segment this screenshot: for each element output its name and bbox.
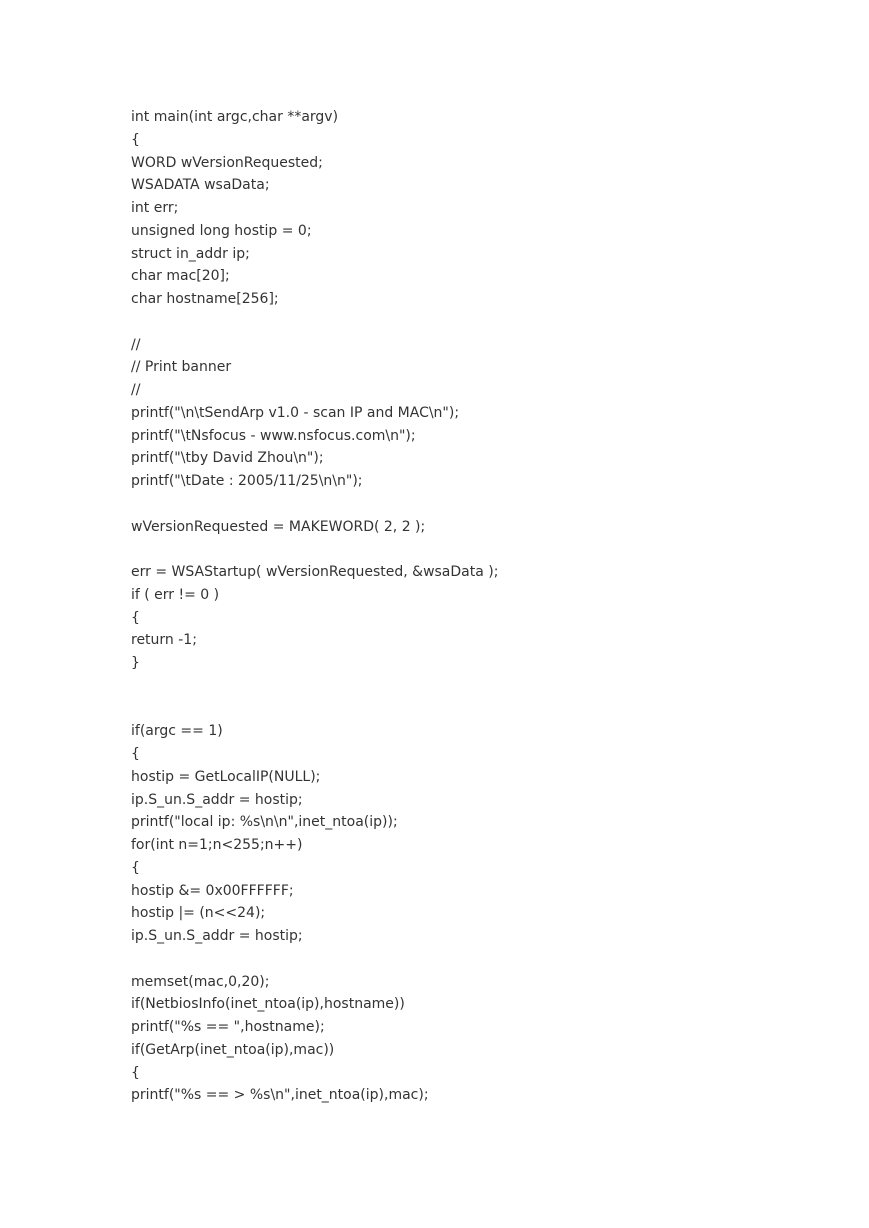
code-line: if(NetbiosInfo(inet_ntoa(ip),hostname)) (131, 996, 405, 1013)
code-line: hostip = GetLocalIP(NULL); (131, 768, 321, 785)
code-line: err = WSAStartup( wVersionRequested, &wsaData ); (131, 564, 499, 580)
code-line: printf("\tNsfocus - www.nsfocus.com\n"); (131, 427, 416, 444)
code-line: memset(mac,0,20); (131, 973, 270, 990)
code-line: printf("%s == ",hostname); (131, 1019, 325, 1035)
code-line: WSADATA wsaData; (131, 177, 270, 194)
code-line: hostip &= 0x00FFFFFF; (131, 882, 294, 899)
code-line: } (131, 655, 140, 671)
code-line: printf("\tby David Zhou\n"); (131, 450, 324, 467)
code-line: int err; (131, 200, 179, 216)
blank-line (131, 311, 831, 334)
code-line: return -1; (131, 632, 197, 649)
blank-line (131, 538, 831, 561)
code-line: // (131, 336, 141, 353)
code-line: printf("\n\tSendArp v1.0 - scan IP and MAC\n"); (131, 404, 460, 421)
blank-line (131, 698, 831, 721)
code-line: char hostname[256]; (131, 291, 279, 307)
code-line: printf("%s == > %s\n",inet_ntoa(ip),mac); (131, 1087, 429, 1104)
code-line: // (131, 382, 141, 398)
code-line: if(argc == 1) (131, 723, 223, 740)
code-line: char mac[20]; (131, 268, 230, 285)
code-line: for(int n=1;n<255;n++) (131, 837, 303, 853)
code-line: { (131, 746, 140, 762)
code-line: hostip |= (n<<24); (131, 905, 266, 922)
code-line: struct in_addr ip; (131, 245, 250, 262)
code-line: { (131, 609, 140, 626)
code-line: ip.S_un.S_addr = hostip; (131, 791, 303, 808)
code-line: { (131, 131, 140, 148)
code-line: // Print banner (131, 359, 232, 376)
code-document (131, 106, 831, 1107)
blank-line (131, 675, 831, 698)
code-line: unsigned long hostip = 0; (131, 222, 312, 239)
code-line: printf("local ip: %s\n\n",inet_ntoa(ip)); (131, 814, 398, 831)
code-line: int main(int argc,char **argv) (131, 109, 339, 125)
blank-line (131, 948, 831, 971)
code-line: { (131, 859, 140, 876)
code-line: ip.S_un.S_addr = hostip; (131, 928, 303, 944)
code-line: WORD wVersionRequested; (131, 154, 323, 171)
code-line: if ( err != 0 ) (131, 586, 220, 603)
blank-line (131, 493, 831, 516)
code-line: wVersionRequested = MAKEWORD( 2, 2 ); (131, 518, 426, 535)
code-line: { (131, 1064, 140, 1081)
code-line: if(GetArp(inet_ntoa(ip),mac)) (131, 1041, 335, 1058)
code-line: printf("\tDate : 2005/11/25\n\n"); (131, 473, 363, 489)
